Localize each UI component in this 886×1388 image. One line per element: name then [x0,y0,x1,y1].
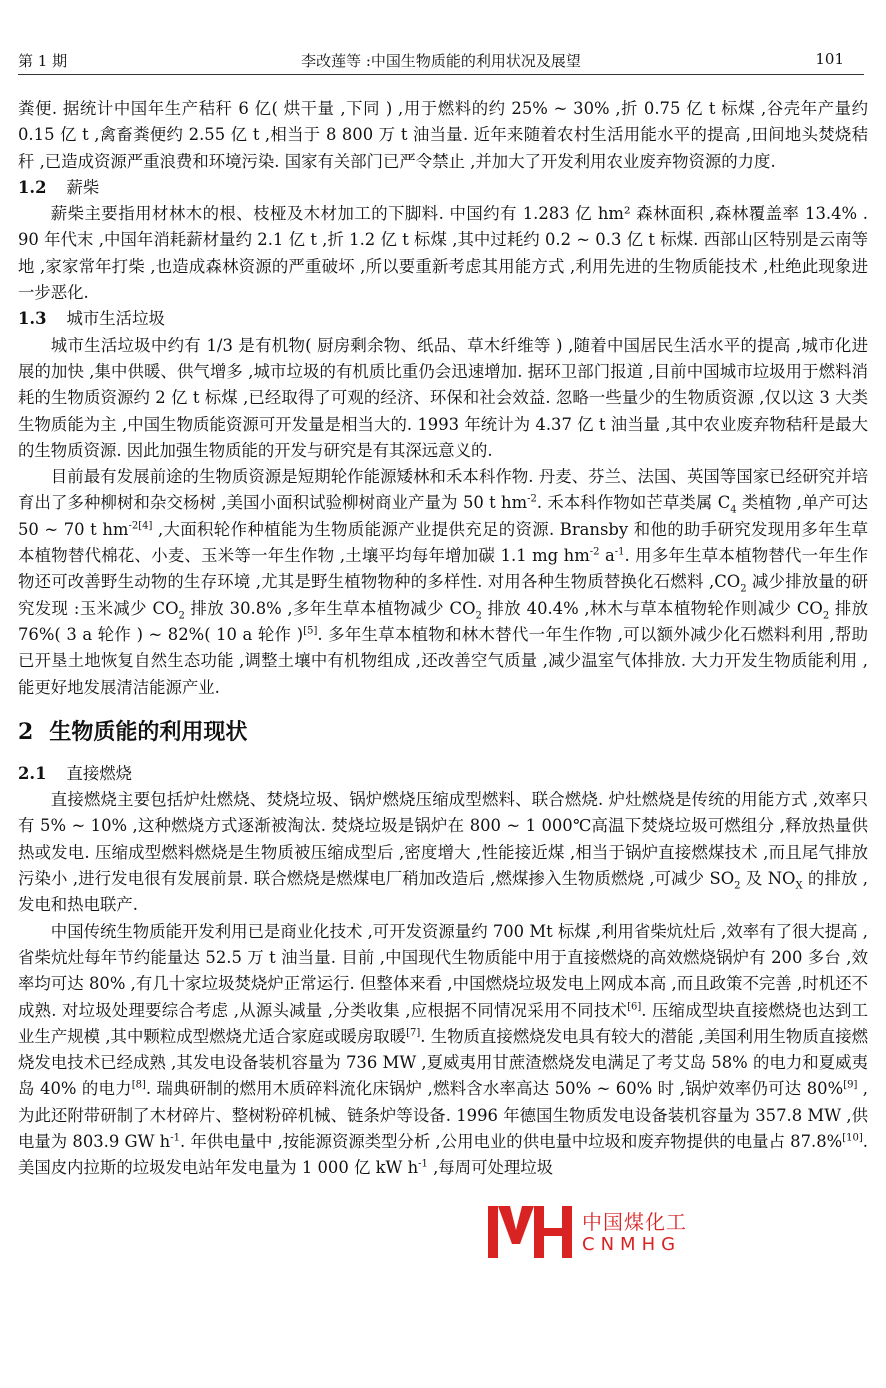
section-1-3-heading [18,306,868,332]
text-run: . 瑞典研制的燃用木质碎料流化床锅炉 ,燃料含水率高达 50% ~ 60% 时 ,锅炉效率仍可达 80% [145,1079,844,1099]
text-run: 类植物 ,单产可达 50 ~ 70 t hm [18,493,869,539]
section-2-1-heading [18,761,868,787]
text-run: 排放 30.8% ,多年生草本植物减少 CO [184,598,476,618]
text-run: . 禾本科作物如芒草类属 C [536,493,731,513]
section-title: 生物质能的利用现状 [49,718,248,745]
subscript: 2 [178,609,185,621]
text-run: 的排放 ,发电和热电联产. [18,869,868,915]
subscript: 2 [734,880,741,892]
section-number: 2 [18,718,34,745]
section-number: 2.1 [18,763,47,783]
issue-label: 第 1 期 [18,52,68,70]
superscript: -1 [418,1158,428,1170]
section-1-2-heading [18,175,868,201]
paragraph-firewood: 薪柴主要指用材林木的根、枝桠及木材加工的下脚料. 中国约有 1.283 亿 hm² 森林面积 ,森林覆盖率 13.4% . 90 年代末 ,中国年消耗薪材量约 2.1 亿 t ,折 1.2 亿 t 标煤 ,其中过耗约 0.2 ~ 0.3 亿 t 标煤. 西部山区特别是云南等地 ,家家常年打柴 ,也造成森林资源的严重破坏 ,所以要重新考虑其用能方式 ,利用先进的生物质能技术 ,杜绝此现象进一步恶化. [18,204,868,303]
subscript: 2 [475,609,482,621]
superscript: -1 [170,1132,180,1144]
text-run: . 用多年生草本植物替代一年生作物还可改善野生动物的生存环境 ,尤其是野生植物物种的多样性. 对用各种生物质替换化石燃料 ,CO [18,546,869,592]
paragraph-direct-combustion [18,787,868,918]
subscript: 4 [730,504,737,516]
watermark-cn-text: 中国煤化工 [582,1210,687,1234]
citation-ref: [6] [627,1001,642,1013]
subscript: 2 [822,609,830,621]
superscript: -2 [527,493,537,505]
paragraph-municipal-waste: 城市生活垃圾中约有 1/3 是有机物( 厨房剩余物、纸品、草木纤维等 ) ,随着中国居民生活水平的提高 ,城市化进展的加快 ,集中供暖、供气增多 ,城市垃圾的有机质比重仍会迅速增加. 据环卫部门报道 ,目前中国城市垃圾用于燃料消耗的生物质资源约 2 亿 t 标煤 ,已经取得了可观的经济、环保和社会效益. 忽略一些量少的生物质资源 ,仅以这 3 大类生物质能为主 ,中国生物质能资源可开发量是相当大的. 1993 年统计为 4.37 亿 t 油当量 ,其中农业废弃物秸秆是最大的生物质资源. 因此加强生物质能的开发与研究是有其深远意义的. [18,335,868,460]
citation-ref: [5] [303,625,318,637]
text-run: 目前最有发展前途的生物质资源是短期轮作能源矮林和禾本科作物. 丹麦、芬兰、法国、英国等国家已经研究并培育出了多种柳树和杂交杨树 ,美国小面积试验柳树商业产量为 50 t hm [18,467,868,513]
text-run: . 多年生草本植物和林木替代一年生作物 ,可以额外减少化石燃料利用 ,帮助已开垦土地恢复自然生态功能 ,调整土壤中有机物组成 ,还改善空气质量 ,减少温室气体排放. 大力开发生物质能利用 ,能更好地发展清洁能源产业. [18,624,868,697]
text-run: . 美国皮内拉斯的垃圾发电站年发电量为 1 000 亿 kW h [18,1131,868,1178]
citation-ref: [8] [131,1079,146,1091]
section-number: 1.3 [18,309,47,329]
paragraph-china-status [18,919,868,1182]
superscript: -1 [614,546,625,558]
text-run: . 生物质直接燃烧发电具有较大的潜能 ,美国利用生物质直接燃烧发电技术已经成熟 ,其发电设备装机容量为 736 MW ,夏威夷用甘蔗渣燃烧发电满足了考艾岛 58% 的电力和夏威夷岛 40% 的电力 [18,1026,868,1099]
text-run: 直接燃烧主要包括炉灶燃烧、焚烧垃圾、锅炉燃烧压缩成型燃料、联合燃烧. 炉灶燃烧是传统的用能方式 ,效率只有 5% ~ 10% ,这种燃烧方式逐渐被淘汰. 焚烧垃圾是锅炉在 800 ~ 1 000℃高温下焚烧垃圾可燃组分 ,释放热量供热或发电. 压缩成型燃料燃烧是生物质被压缩成型后 ,密度增大 ,性能接近煤 ,相当于锅炉直接燃煤技术 ,而且尾气排放污染小 ,进行发电很有发展前景. 联合燃烧是燃煤电厂稍加改造后 ,燃煤掺入生物质燃烧 ,可减少 SO [18,790,868,889]
text-run: 排放 40.4% ,林木与草本植物轮作则减少 CO [481,598,823,618]
section-number: 1.2 [18,177,47,197]
text-run: 排放 76%( 3 a 轮作 ) ~ 82%( 10 a 轮作 ) [18,598,868,644]
text-run: . 年供电量中 ,按能源资源类型分析 ,公用电业的供电量中垃圾和废弃物提供的电量占 87.8% [179,1131,843,1151]
section-title: 直接燃烧 [66,763,133,783]
superscript: -2 [128,520,139,532]
text-run: . 压缩成型块直接燃烧也达到工业生产规模 ,其中颗粒成型燃烧尤适合家庭或暖房取暖 [18,1000,868,1046]
watermark-logo-icon [486,1204,578,1260]
running-header [18,44,864,75]
paragraph-energy-crops [18,464,868,701]
superscript: -2 [589,546,600,558]
citation-ref: [10] [842,1132,863,1144]
subscript: 2 [740,583,747,595]
text-run: 减少排放量的研究发现 :玉米减少 CO [18,572,868,618]
section-title: 城市生活垃圾 [66,309,165,329]
section-2-heading [18,717,868,747]
page-number: 101 [815,50,844,68]
text-run: ,大面积轮作种植能为生物质能源产业提供充足的资源. Bransby 和他的助手研究发现用多年生草本植物替代棉花、小麦、玉米等一年生作物 ,土壤平均每年增加碳 1.1 mg hm [18,519,868,566]
running-title: 李改莲等 :中国生物质能的利用状况及展望 [301,52,581,70]
text-run: 及 NO [740,869,796,889]
watermark [486,1200,696,1262]
section-title: 薪柴 [66,177,100,197]
article-body [18,96,868,1182]
paragraph-agri-waste: 粪便. 据统计中国年生产秸秆 6 亿( 烘干量 ,下同 ) ,用于燃料的约 25% ~ 30% ,折 0.75 亿 t 标煤 ,谷壳年产量约 0.15 亿 t ,禽畜粪便约 2.55 亿 t ,相当于 8 800 万 t 油当量. 近年来随着农村生活用能水平的提高 ,田间地头焚烧秸秆 ,已造成资源严重浪费和环境污染. 国家有关部门已严令禁止 ,并加大了开发利用农业废弃物资源的力度. [18,99,868,171]
citation-ref: [4] [138,520,153,532]
text-run: a [599,546,615,566]
citation-ref: [9] [843,1079,858,1091]
text-run: ,为此还附带研制了木材碎片、整树粉碎机械、链条炉等设备. 1996 年德国生物质发电设备装机容量为 357.8 MW ,供电量为 803.9 GW h [18,1079,868,1151]
watermark-en-text: CNMHG [582,1234,682,1255]
citation-ref: [7] [406,1027,421,1039]
text-run: 中国传统生物质能开发利用已是商业化技术 ,可开发资源量约 700 Mt 标煤 ,利用省柴炕灶后 ,效率有了很大提高 ,省柴炕灶每年节约能量达 52.5 万 t 油当量. 目前 ,中国现代生物质能中用于直接燃烧的高效燃烧锅炉有 200 多台 ,效率均可达 80% ,有几十家垃圾焚烧炉正常运行. 但整体来看 ,中国燃烧垃圾发电上网成本高 ,而且政策不完善 ,时机还不成熟. 对垃圾处理要综合考虑 ,从源头减量 ,分类收集 ,应根据不同情况采用不同技术 [18,921,868,1020]
text-run: ,每周可处理垃圾 [427,1158,554,1178]
subscript: X [795,880,803,892]
